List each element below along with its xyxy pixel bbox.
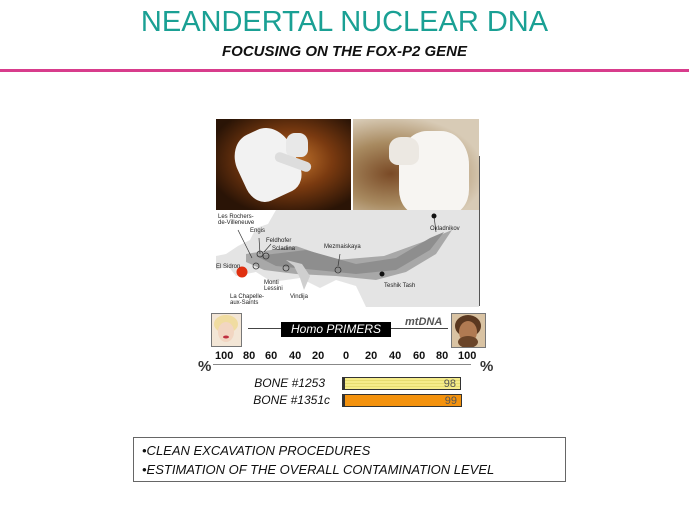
excavation-photo-left <box>216 119 351 210</box>
map-label-vindija: Vindija <box>290 294 308 300</box>
tick-left-60: 60 <box>265 350 278 362</box>
map-label-feldhofer: Feldhofer <box>266 238 292 244</box>
map-label-les-rochers: Les Rochers- de-Villeneuve <box>218 214 255 226</box>
map-label-engis: Engis <box>250 228 266 234</box>
map-label-monti-lessini: Monti Lessini <box>264 280 283 292</box>
map-label-el-sidron: El Sidron <box>216 264 241 270</box>
tick-left-100: 100 <box>215 350 234 362</box>
bone-label-1253: BONE #1253 <box>254 376 325 390</box>
slide-title: NEANDERTAL NUCLEAR DNA <box>140 6 549 38</box>
map-label-teshik-tash: Teshik Tash <box>384 283 416 289</box>
axis-unit-right: % <box>480 358 494 375</box>
note-item: •CLEAN EXCAVATION PROCEDURES <box>142 443 371 458</box>
note-item: •ESTIMATION OF THE OVERALL CONTAMINATION LEVEL <box>142 462 495 477</box>
bone-label-1351c: BONE #1351c <box>253 393 330 407</box>
tick-left-80: 80 <box>243 350 256 362</box>
modern-human-face-image <box>211 313 242 347</box>
tick-zero: 0 <box>343 350 350 362</box>
bone-1253-value: 98 <box>443 378 456 390</box>
bone-1253-bar <box>342 377 461 390</box>
axis-baseline <box>213 364 471 365</box>
bone-1351c-bar <box>342 394 462 407</box>
tick-right-40: 40 <box>389 350 402 362</box>
slide-subtitle: FOCUSING ON THE FOX-P2 GENE <box>221 43 468 60</box>
frame-line <box>479 156 480 306</box>
axis-unit-left: % <box>198 358 212 375</box>
homo-primers-label: Homo PRIMERS <box>281 322 391 337</box>
tick-left-40: 40 <box>289 350 302 362</box>
neandertal-face-image <box>451 313 486 348</box>
map-label-la-chapelle: La Chapelle- aux-Saints <box>230 294 265 306</box>
tick-right-20: 20 <box>365 350 378 362</box>
bone-1351c-value: 99 <box>444 395 457 407</box>
map-label-scladina: Scladina <box>272 246 296 252</box>
mtdna-label: mtDNA <box>405 316 443 328</box>
excavation-photo-right <box>353 119 479 210</box>
notes-box <box>133 437 566 482</box>
map-label-okladnikov: Okladnikov <box>430 226 460 232</box>
tick-left-20: 20 <box>312 350 325 362</box>
tick-right-60: 60 <box>413 350 426 362</box>
sites-map <box>216 210 479 307</box>
map-label-mezmaiskaya: Mezmaiskaya <box>324 244 361 250</box>
tick-right-100: 100 <box>458 350 477 362</box>
tick-right-80: 80 <box>436 350 449 362</box>
title-divider <box>0 69 689 72</box>
